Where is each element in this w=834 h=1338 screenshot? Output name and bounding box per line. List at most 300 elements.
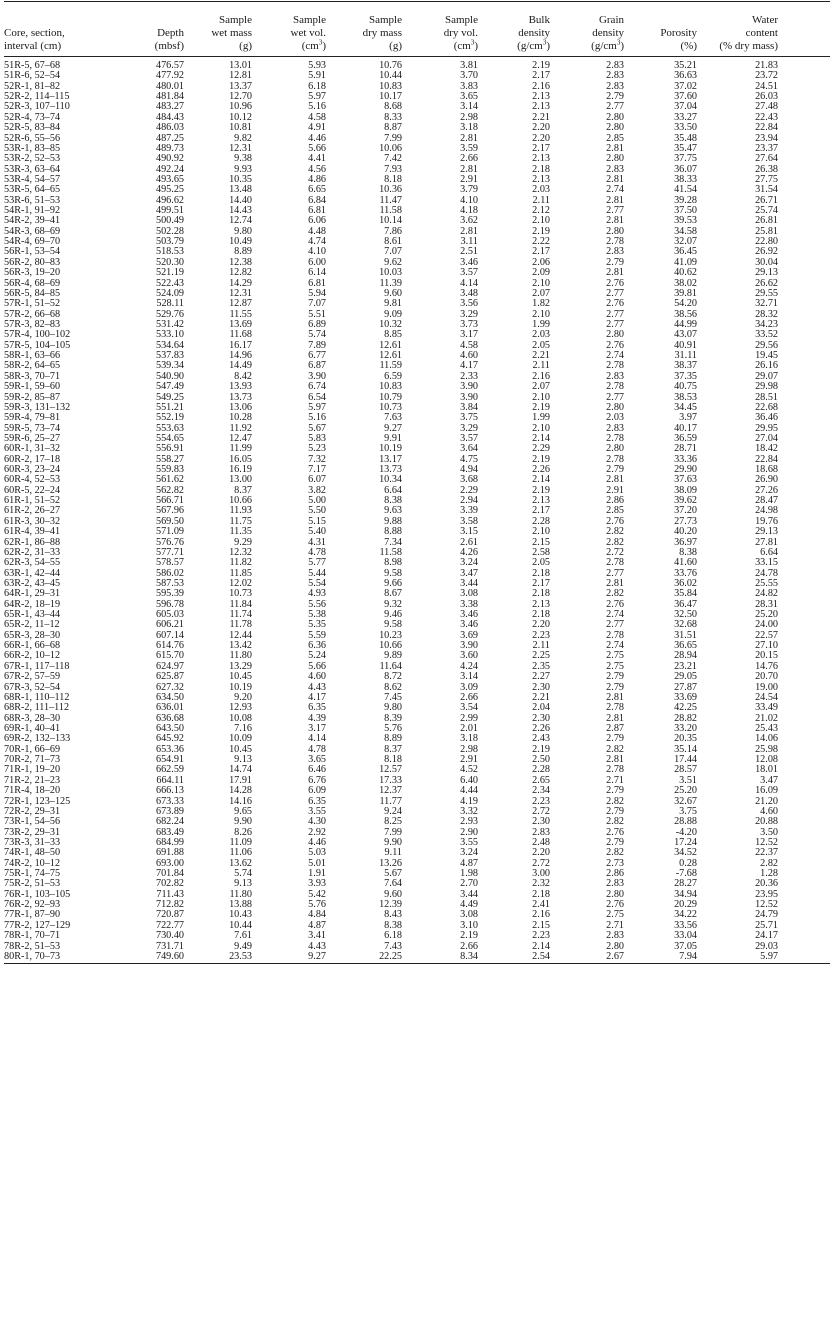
table-cell-core-section-interval: 73R-3, 31–33 [4,836,61,848]
table-cell-grain-density: 2.72 [606,546,624,558]
table-cell-core-section-interval: 60R-4, 52–53 [4,474,61,486]
table-cell-depth: 731.71 [155,940,184,952]
table-cell-grain-density: 2.75 [606,660,624,672]
table-row [4,71,830,81]
table-row [4,144,830,154]
table-cell-depth: 518.53 [155,246,184,258]
table-cell-bulk-density: 2.16 [532,80,550,92]
table-cell-porosity: 36.97 [674,536,697,548]
table-row [4,82,830,92]
table-row [4,786,830,796]
table-row [4,579,830,589]
table-cell-sample-wet-mass: 11.93 [229,505,252,517]
table-cell-depth: 595.39 [155,588,184,600]
table-cell-core-section-interval: 75R-1, 74–75 [4,868,61,880]
table-cell-grain-density: 2.81 [606,754,624,766]
table-cell-sample-dry-mass: 7.86 [384,225,402,237]
table-cell-grain-density: 2.78 [606,432,624,444]
table-cell-core-section-interval: 52R-2, 114–115 [4,91,70,103]
table-cell-bulk-density: 2.03 [532,329,550,341]
table-cell-sample-dry-vol: 4.26 [460,546,478,558]
table-cell-grain-density: 2.81 [606,577,624,589]
table-cell-porosity: 25.20 [674,785,697,797]
table-row [4,372,830,382]
table-cell-core-section-interval: 73R-1, 54–56 [4,816,61,828]
table-row [4,341,830,351]
table-cell-depth: 521.19 [155,267,184,279]
table-cell-water-content: 27.81 [755,536,778,548]
table-cell-core-section-interval: 69R-2, 132–133 [4,733,71,745]
table-cell-sample-wet-mass: 12.70 [229,91,252,103]
table-cell-water-content: 22.84 [755,453,778,465]
table-cell-sample-wet-vol: 5.51 [308,308,326,320]
table-cell-porosity: 34.94 [674,888,697,900]
table-cell-porosity: 29.90 [674,464,697,476]
table-cell-sample-wet-mass: 9.13 [234,878,252,890]
table-row [4,879,830,889]
table-cell-bulk-density: 2.30 [532,681,550,693]
table-cell-depth: 606.21 [155,619,184,631]
table-cell-sample-dry-vol: 4.17 [460,360,478,372]
table-cell-sample-dry-mass: 8.25 [384,816,402,828]
table-cell-depth: 490.92 [155,153,184,165]
table-cell-core-section-interval: 53R-3, 63–64 [4,163,61,175]
table-cell-depth: 576.76 [155,536,184,548]
table-cell-depth: 540.90 [155,370,184,382]
table-cell-sample-dry-vol: 3.14 [460,671,478,683]
table-cell-grain-density: 2.83 [606,878,624,890]
column-header-text: Sample dry mass (g) [362,14,402,52]
table-cell-sample-dry-vol: 3.83 [460,80,478,92]
table-cell-porosity: 36.59 [674,432,697,444]
table-row [4,175,830,185]
table-cell-water-content: 28.31 [755,598,778,610]
table-cell-porosity: 40.91 [674,339,697,351]
table-cell-porosity: 42.25 [674,702,697,714]
table-cell-sample-dry-mass: 8.85 [384,329,402,341]
table-cell-grain-density: 2.76 [606,339,624,351]
table-cell-sample-wet-vol: 6.65 [308,184,326,196]
table-cell-sample-wet-vol: 5.15 [308,515,326,527]
table-cell-depth: 531.42 [155,318,184,330]
table-row [4,434,830,444]
table-cell-bulk-density: 2.25 [532,650,550,662]
table-cell-bulk-density: 2.13 [532,101,550,113]
table-cell-water-content: 27.48 [755,101,778,113]
table-cell-porosity: 37.60 [674,91,697,103]
table-cell-depth: 596.78 [155,598,184,610]
table-cell-core-section-interval: 78R-1, 70–71 [4,930,61,942]
table-cell-bulk-density: 2.83 [532,826,550,838]
table-cell-water-content: 30.04 [755,256,778,268]
table-cell-sample-dry-mass: 8.39 [384,712,402,724]
table-cell-sample-dry-vol: 2.51 [460,246,478,258]
table-cell-core-section-interval: 64R-1, 29–31 [4,588,61,600]
table-cell-water-content: 34.23 [755,318,778,330]
table-cell-porosity: 37.75 [674,153,697,165]
table-cell-core-section-interval: 53R-4, 54–57 [4,173,61,185]
table-cell-sample-dry-vol: 3.08 [460,909,478,921]
table-cell-sample-dry-mass: 9.80 [384,702,402,714]
table-cell-sample-wet-mass: 10.45 [229,743,252,755]
table-cell-grain-density: 2.81 [606,194,624,206]
table-cell-porosity: 33.04 [674,930,697,942]
table-cell-water-content: 27.04 [755,432,778,444]
table-cell-depth: 577.71 [155,546,184,558]
table-cell-bulk-density: 2.41 [532,899,550,911]
table-row [4,196,830,206]
table-cell-sample-wet-vol: 6.54 [308,391,326,403]
table-cell-porosity: 35.21 [674,60,697,71]
table-cell-water-content: 6.64 [760,546,778,558]
table-cell-core-section-interval: 80R-1, 70–73 [4,950,61,962]
table-cell-grain-density: 2.77 [606,318,624,330]
table-cell-sample-dry-mass: 9.09 [384,308,402,320]
table-cell-water-content: 27.64 [755,153,778,165]
table-row [4,538,830,548]
table-row [4,382,830,392]
table-cell-sample-wet-vol: 5.23 [308,443,326,455]
table-cell-sample-dry-vol: 6.40 [460,774,478,786]
table-cell-grain-density: 2.83 [606,70,624,82]
table-cell-bulk-density: 2.19 [532,60,550,71]
table-cell-bulk-density: 2.26 [532,723,550,734]
table-cell-water-content: 12.52 [755,836,778,848]
table-cell-depth: 684.99 [155,836,184,848]
table-row [4,900,830,910]
table-cell-sample-wet-mass: 16.05 [229,453,252,465]
table-cell-sample-wet-mass: 13.48 [229,184,252,196]
table-cell-porosity: 40.62 [674,267,697,279]
table-cell-sample-dry-vol: 2.90 [460,826,478,838]
table-cell-porosity: 28.71 [674,443,697,455]
table-cell-porosity: 17.24 [674,836,697,848]
table-cell-sample-dry-vol: 2.81 [460,132,478,144]
table-row [4,403,830,413]
table-cell-water-content: 25.43 [755,723,778,734]
table-cell-depth: 481.84 [155,91,184,103]
table-cell-core-section-interval: 57R-3, 82–83 [4,318,61,330]
table-cell-porosity: 27.73 [674,515,697,527]
table-cell-core-section-interval: 59R-3, 131–132 [4,401,71,413]
table-cell-sample-dry-mass: 7.99 [384,826,402,838]
table-cell-sample-dry-vol: 3.57 [460,267,478,279]
table-cell-sample-dry-mass: 10.73 [379,401,402,413]
table-cell-sample-wet-mass: 11.35 [229,526,252,538]
column-header-text: Grain density (g/cm [591,14,624,52]
table-cell-water-content: 29.98 [755,381,778,393]
table-cell-sample-dry-vol: 2.91 [460,754,478,766]
column-header-suffix: ) [474,40,478,52]
table-cell-sample-dry-vol: 3.18 [460,122,478,134]
table-cell-sample-wet-mass: 16.17 [229,339,252,351]
table-cell-sample-dry-mass: 10.34 [379,474,402,486]
table-cell-porosity: 28.82 [674,712,697,724]
table-cell-depth: 492.24 [155,163,184,175]
column-header-sample-wet-mass [184,14,252,53]
table-cell-depth: 534.64 [155,339,184,351]
table-cell-water-content: 32.71 [755,298,778,310]
table-cell-sample-wet-mass: 14.16 [229,795,252,807]
table-cell-grain-density: 2.67 [606,950,624,962]
table-cell-water-content: 18.68 [755,464,778,476]
table-cell-sample-wet-vol: 3.90 [308,370,326,382]
table-cell-depth: 654.91 [155,754,184,766]
table-cell-sample-wet-mass: 12.31 [229,142,252,154]
table-cell-depth: 480.01 [155,80,184,92]
table-cell-sample-dry-mass: 10.44 [379,70,402,82]
table-header-rule [4,56,830,57]
table-cell-grain-density: 2.79 [606,671,624,683]
table-cell-core-section-interval: 60R-1, 31–32 [4,443,61,455]
table-cell-grain-density: 2.82 [606,795,624,807]
table-row [4,506,830,516]
table-row [4,227,830,237]
table-cell-depth: 476.57 [155,60,184,71]
table-cell-sample-dry-vol: 4.58 [460,339,478,351]
table-cell-depth: 605.03 [155,609,184,621]
table-header-row [4,2,830,56]
table-cell-sample-dry-vol: 3.17 [460,329,478,341]
table-cell-sample-wet-mass: 12.38 [229,256,252,268]
table-cell-bulk-density: 2.04 [532,702,550,714]
table-cell-sample-wet-mass: 9.38 [234,153,252,165]
table-cell-porosity: 35.14 [674,743,697,755]
table-cell-sample-dry-mass: 7.63 [384,412,402,424]
table-cell-depth: 499.51 [155,205,184,217]
table-cell-sample-wet-vol: 6.36 [308,640,326,652]
table-cell-water-content: 26.90 [755,474,778,486]
table-cell-core-section-interval: 52R-5, 83–84 [4,122,61,134]
table-cell-sample-wet-vol: 5.42 [308,888,326,900]
table-cell-grain-density: 2.81 [606,267,624,279]
table-cell-sample-wet-vol: 7.07 [308,298,326,310]
table-cell-grain-density: 2.79 [606,256,624,268]
table-cell-grain-density: 2.85 [606,505,624,517]
table-cell-sample-wet-vol: 5.74 [308,329,326,341]
table-cell-porosity: 31.51 [674,629,697,641]
table-cell-sample-wet-vol: 3.17 [308,723,326,734]
table-row [4,475,830,485]
table-cell-grain-density: 2.91 [606,484,624,496]
table-cell-sample-wet-mass: 10.96 [229,101,252,113]
table-cell-sample-wet-mass: 10.44 [229,919,252,931]
table-cell-sample-dry-vol: 3.38 [460,598,478,610]
table-cell-sample-wet-vol: 4.10 [308,246,326,258]
table-cell-sample-dry-mass: 7.34 [384,536,402,548]
column-header-text: Sample wet vol. (cm [290,14,326,52]
table-cell-sample-dry-vol: 2.19 [460,930,478,942]
table-cell-sample-wet-vol: 6.00 [308,256,326,268]
table-cell-core-section-interval: 56R-1, 53–54 [4,246,61,258]
table-cell-sample-dry-mass: 9.60 [384,287,402,299]
table-cell-core-section-interval: 60R-3, 23–24 [4,464,61,476]
table-cell-sample-wet-mass: 9.93 [234,163,252,175]
table-cell-depth: 636.68 [155,712,184,724]
table-cell-sample-wet-mass: 9.82 [234,132,252,144]
table-cell-grain-density: 2.75 [606,650,624,662]
table-cell-core-section-interval: 59R-1, 59–60 [4,381,61,393]
table-cell-depth: 554.65 [155,432,184,444]
table-cell-core-section-interval: 68R-1, 110–112 [4,691,70,703]
table-cell-sample-dry-vol: 2.81 [460,163,478,175]
table-cell-bulk-density: 2.17 [532,142,550,154]
table-cell-depth: 701.84 [155,868,184,880]
table-cell-grain-density: 2.81 [606,691,624,703]
table-cell-water-content: 18.01 [755,764,778,776]
table-cell-bulk-density: 2.27 [532,671,550,683]
table-cell-sample-wet-mass: 14.40 [229,194,252,206]
table-cell-sample-wet-vol: 4.78 [308,743,326,755]
table-cell-sample-wet-mass: 7.61 [234,930,252,942]
table-cell-sample-wet-mass: 11.84 [229,598,252,610]
table-cell-bulk-density: 2.17 [532,70,550,82]
table-cell-sample-dry-vol: 2.91 [460,173,478,185]
table-cell-water-content: 25.55 [755,577,778,589]
table-cell-water-content: 23.37 [755,142,778,154]
table-cell-water-content: 24.78 [755,567,778,579]
table-cell-sample-dry-vol: 3.39 [460,505,478,517]
table-cell-depth: 722.77 [155,919,184,931]
table-cell-grain-density: 2.74 [606,350,624,362]
table-row [4,444,830,454]
column-header-bulk-density [478,14,550,53]
table-cell-sample-wet-mass: 12.81 [229,70,252,82]
table-cell-bulk-density: 2.03 [532,184,550,196]
table-cell-core-section-interval: 59R-5, 73–74 [4,422,61,434]
table-cell-porosity: 37.50 [674,205,697,217]
table-cell-water-content: 29.13 [755,267,778,279]
table-row [4,113,830,123]
column-header-depth [122,27,184,53]
table-cell-sample-wet-mass: 11.74 [229,609,252,621]
table-cell-bulk-density: 2.18 [532,567,550,579]
table-cell-core-section-interval: 65R-2, 11–12 [4,619,60,631]
column-header-suffix: ) [546,40,550,52]
table-cell-water-content: 19.76 [755,515,778,527]
table-cell-core-section-interval: 58R-3, 70–71 [4,370,61,382]
table-cell-grain-density: 2.77 [606,567,624,579]
table-row [4,848,830,858]
table-row [4,755,830,765]
table-cell-sample-dry-mass: 11.77 [379,795,402,807]
table-cell-sample-dry-vol: 3.58 [460,515,478,527]
table-cell-water-content: 26.62 [755,277,778,289]
table-cell-porosity: 39.28 [674,194,697,206]
column-header-text: Depth (mbsf) [154,27,184,52]
table-cell-sample-wet-mass: 8.37 [234,484,252,496]
table-cell-sample-wet-vol: 4.46 [308,836,326,848]
table-row [4,838,830,848]
table-cell-bulk-density: 2.21 [532,350,550,362]
table-cell-sample-wet-vol: 5.16 [308,101,326,113]
table-cell-water-content: 20.88 [755,816,778,828]
table-cell-porosity: 33.36 [674,453,697,465]
table-cell-porosity: 28.27 [674,878,697,890]
table-cell-porosity: 35.48 [674,132,697,144]
table-cell-sample-dry-vol: 4.52 [460,764,478,776]
table-cell-sample-wet-mass: 11.78 [229,619,252,631]
column-header-sample-dry-vol [402,14,478,53]
table-cell-sample-wet-vol: 6.77 [308,350,326,362]
table-cell-porosity: 39.53 [674,215,697,227]
table-cell-grain-density: 2.79 [606,836,624,848]
table-cell-sample-dry-mass: 6.64 [384,484,402,496]
table-cell-sample-wet-vol: 2.92 [308,826,326,838]
table-cell-sample-dry-mass: 9.81 [384,298,402,310]
table-cell-sample-dry-mass: 12.61 [379,350,402,362]
table-cell-water-content: 20.36 [755,878,778,890]
table-cell-sample-dry-mass: 8.98 [384,557,402,569]
table-cell-porosity: 34.52 [674,847,697,859]
table-cell-porosity: 37.20 [674,505,697,517]
table-cell-water-content: 28.32 [755,308,778,320]
table-cell-grain-density: 2.81 [606,142,624,154]
table-cell-sample-wet-mass: 14.74 [229,764,252,776]
table-cell-sample-dry-mass: 8.33 [384,111,402,123]
table-cell-water-content: 36.46 [755,412,778,424]
table-cell-grain-density: 2.80 [606,940,624,952]
table-row [4,548,830,558]
table-cell-sample-wet-vol: 5.00 [308,495,326,507]
table-cell-sample-wet-mass: 8.89 [234,246,252,258]
table-cell-grain-density: 2.80 [606,888,624,900]
table-cell-sample-dry-vol: 2.66 [460,691,478,703]
table-cell-sample-dry-vol: 3.54 [460,702,478,714]
table-cell-bulk-density: 2.13 [532,495,550,507]
table-cell-grain-density: 2.77 [606,205,624,217]
table-cell-bulk-density: 2.23 [532,629,550,641]
table-row [4,734,830,744]
table-cell-sample-dry-mass: 10.14 [379,215,402,227]
table-cell-bulk-density: 2.29 [532,443,550,455]
table-cell-water-content: 21.02 [755,712,778,724]
table-cell-porosity: 41.54 [674,184,697,196]
table-cell-sample-dry-mass: 7.07 [384,246,402,258]
table-cell-bulk-density: 2.11 [532,360,550,372]
table-cell-sample-wet-vol: 3.41 [308,930,326,942]
table-cell-sample-wet-vol: 4.17 [308,691,326,703]
table-cell-sample-wet-vol: 6.89 [308,318,326,330]
table-cell-bulk-density: 2.09 [532,267,550,279]
table-cell-core-section-interval: 59R-4, 79–81 [4,412,61,424]
table-cell-porosity: 41.09 [674,256,697,268]
table-bottom-rule [4,963,830,964]
table-cell-depth: 556.91 [155,443,184,455]
table-cell-sample-wet-vol: 6.74 [308,381,326,393]
table-cell-bulk-density: 2.13 [532,153,550,165]
table-cell-porosity: 3.97 [679,412,697,424]
table-cell-bulk-density: 2.19 [532,401,550,413]
table-cell-core-section-interval: 61R-3, 30–32 [4,515,61,527]
table-row [4,268,830,278]
table-cell-sample-dry-vol: 3.46 [460,619,478,631]
table-cell-water-content: 26.03 [755,91,778,103]
table-cell-sample-dry-mass: 8.18 [384,754,402,766]
table-cell-depth: 653.36 [155,743,184,755]
table-cell-grain-density: 2.81 [606,712,624,724]
table-cell-sample-wet-mass: 17.91 [229,774,252,786]
table-cell-depth: 749.60 [155,950,184,962]
table-cell-sample-wet-mass: 11.55 [229,308,252,320]
table-row [4,154,830,164]
table-cell-sample-dry-vol: 3.79 [460,184,478,196]
table-cell-core-section-interval: 68R-3, 28–30 [4,712,61,724]
table-cell-porosity: 33.50 [674,122,697,134]
table-cell-water-content: 5.97 [760,950,778,962]
table-cell-sample-wet-mass: 13.42 [229,640,252,652]
table-cell-sample-dry-vol: 1.98 [460,868,478,880]
